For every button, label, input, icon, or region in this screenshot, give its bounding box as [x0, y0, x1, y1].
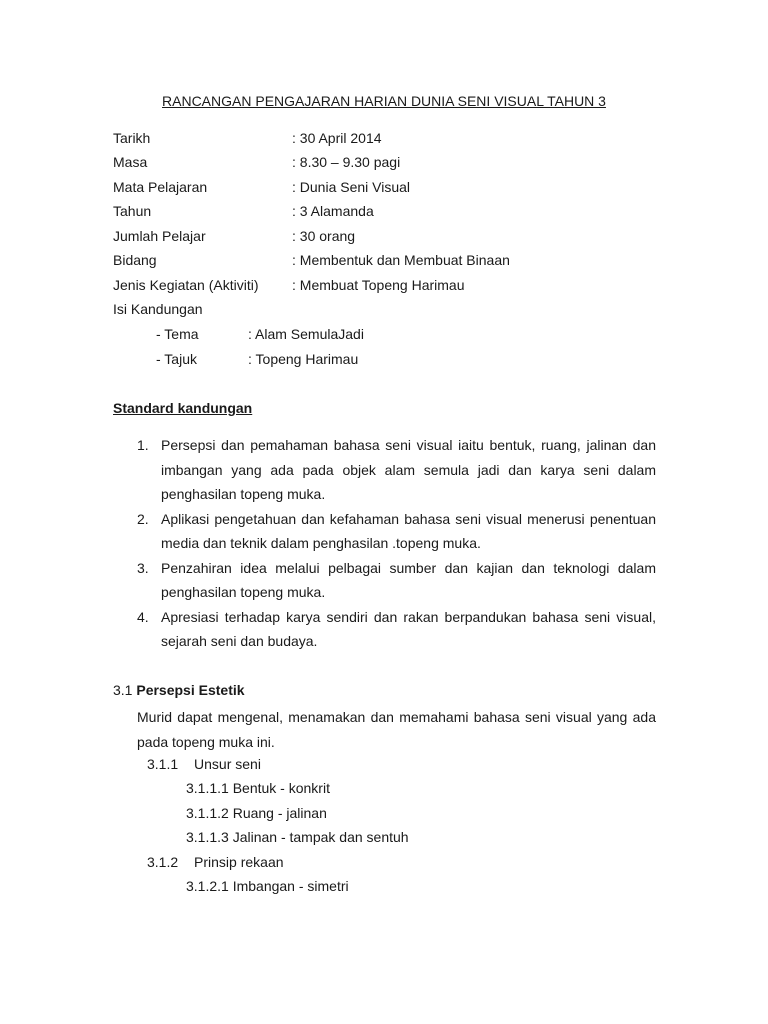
- list-item: [113, 556, 656, 605]
- sub-value: : Alam SemulaJadi: [248, 326, 364, 342]
- list-number: 1.: [137, 437, 149, 453]
- info-label: Jumlah Pelajar: [113, 228, 206, 244]
- list-text: Aplikasi pengetahuan dan kefahaman bahasa seni visual menerusi penentuan media dan teknik dalam penghasilan .topeng muka.: [161, 510, 656, 551]
- section-3-1-heading: [113, 680, 245, 700]
- info-label: Tarikh: [113, 130, 151, 146]
- subsection-3-1-2: [147, 852, 284, 872]
- info-label: Jenis Kegiatan (Aktiviti): [113, 277, 259, 293]
- info-label: Masa: [113, 154, 148, 170]
- subsection-item: 3.1.1.3 Jalinan - tampak dan sentuh: [186, 829, 409, 845]
- section-number: 3.1: [113, 682, 133, 698]
- subsection-title: Unsur seni: [194, 756, 261, 772]
- list-item: [113, 507, 656, 556]
- sub-label: - Tema: [156, 326, 199, 342]
- section-3-1-description: Murid dapat mengenal, menamakan dan memahami bahasa seni visual yang ada pada topeng muka ini.: [137, 709, 656, 750]
- info-label: Isi Kandungan: [113, 301, 203, 317]
- sub-label: - Tajuk: [156, 351, 197, 367]
- info-value: : 8.30 – 9.30 pagi: [292, 154, 401, 170]
- list-item: [113, 605, 656, 654]
- info-label: Mata Pelajaran: [113, 179, 208, 195]
- list-text: Penzahiran idea melalui pelbagai sumber dan kajian dan teknologi dalam penghasilan topeng muka.: [161, 559, 656, 600]
- info-value: : Membentuk dan Membuat Binaan: [292, 252, 510, 268]
- document-title: RANCANGAN PENGAJARAN HARIAN DUNIA SENI VISUAL TAHUN 3: [162, 93, 606, 109]
- info-value: : Membuat Topeng Harimau: [292, 277, 465, 293]
- sub-value: : Topeng Harimau: [248, 351, 359, 367]
- subsection-3-1-1: [147, 754, 261, 774]
- info-value: : Dunia Seni Visual: [292, 179, 411, 195]
- subsection-item: 3.1.1.1 Bentuk - konkrit: [186, 780, 330, 796]
- info-label: Bidang: [113, 252, 157, 268]
- list-number: 2.: [137, 510, 149, 527]
- subsection-number: 3.1.2: [147, 854, 179, 870]
- subsection-item: 3.1.2.1 Imbangan - simetri: [186, 878, 349, 894]
- info-value: : 3 Alamanda: [292, 203, 374, 219]
- standard-kandungan-heading: Standard kandungan: [113, 400, 253, 416]
- info-label: Tahun: [113, 203, 152, 219]
- list-text: Apresiasi terhadap karya sendiri dan rakan berpandukan bahasa seni visual, sejarah seni dan budaya.: [161, 608, 656, 649]
- list-text: Persepsi dan pemahaman bahasa seni visual iaitu bentuk, ruang, jalinan dan imbangan yang ada pada objek alam semula jadi dan karya seni dalam penghasilan topeng muka.: [161, 437, 656, 502]
- info-value: : 30 April 2014: [292, 130, 382, 146]
- info-value: : 30 orang: [292, 228, 356, 244]
- list-number: 3.: [137, 559, 149, 576]
- subsection-item: 3.1.1.2 Ruang - jalinan: [186, 805, 327, 821]
- subsection-title: Prinsip rekaan: [194, 854, 284, 870]
- list-number: 4.: [137, 608, 149, 625]
- subsection-number: 3.1.1: [147, 756, 179, 772]
- list-item: [113, 433, 656, 507]
- section-title: Persepsi Estetik: [136, 682, 245, 698]
- standard-kandungan-list: [113, 433, 656, 654]
